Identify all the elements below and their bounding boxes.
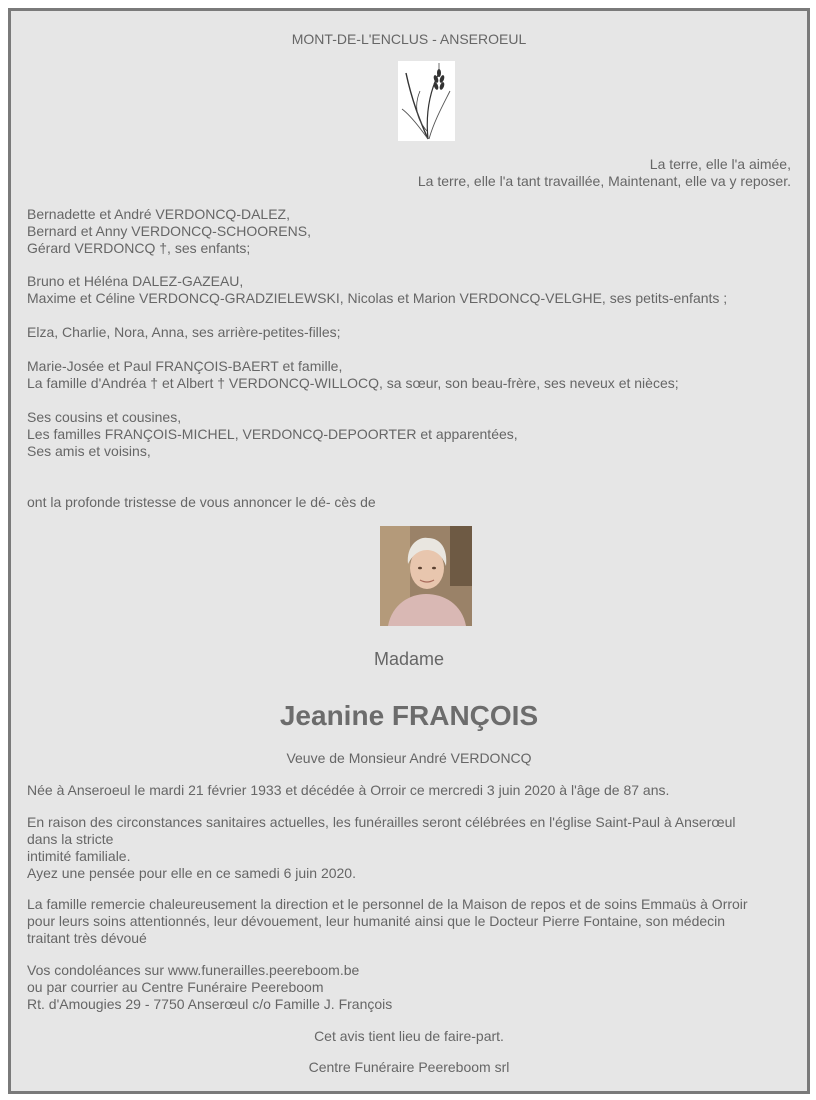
condolences-line: Vos condoléances sur www.funerailles.peereboom.be	[27, 962, 360, 978]
deceased-name: Jeanine FRANÇOIS	[279, 700, 539, 731]
funeral-line: En raison des circonstances sanitaires actuelles, les funérailles seront célébrées en l'église Saint-Paul à Anserœul	[27, 814, 736, 830]
condolences-line: ou par courrier au Centre Funéraire Peereboom	[27, 979, 324, 995]
family-line: Gérard VERDONCQ †, ses enfants;	[27, 240, 251, 256]
thanks-line: pour leurs soins attentionnés, leur dévouement, leur humanité ainsi que le Docteur Pierre Fontaine, son médecin	[27, 913, 726, 929]
funeral-line: dans la stricte	[27, 831, 114, 847]
thanks-line: traitant très dévoué	[27, 930, 147, 946]
footer-notice: Cet avis tient lieu de faire-part.	[314, 1028, 504, 1044]
family-line: Ses amis et voisins,	[27, 443, 151, 459]
family-line: Bernard et Anny VERDONCQ-SCHOORENS,	[27, 223, 311, 239]
poem-line-1: La terre, elle l'a aimée,	[649, 156, 791, 172]
family-line: Bruno et Héléna DALEZ-GAZEAU,	[27, 273, 244, 289]
portrait-photo	[380, 526, 472, 626]
siblings-list	[27, 358, 679, 392]
family-line: Maxime et Céline VERDONCQ-GRADZIELEWSKI, Nicolas et Marion VERDONCQ-VELGHE, ses petits-enfants ;	[27, 290, 728, 306]
family-line: Marie-Josée et Paul FRANÇOIS-BAERT et famille,	[27, 358, 343, 374]
funeral-line: intimité familiale.	[27, 848, 131, 864]
thanks-line: La famille remercie chaleureusement la direction et le personnel de la Maison de repos et de soins Emmaüs à Orroir	[27, 896, 748, 912]
family-line: Bernadette et André VERDONCQ-DALEZ,	[27, 206, 290, 222]
funeral-info	[27, 814, 735, 882]
announcement-text: ont la profonde tristesse de vous annoncer le dé- cès de	[27, 494, 376, 510]
funeral-line: Ayez une pensée pour elle en ce samedi 6 juin 2020.	[27, 865, 356, 881]
family-line: Ses cousins et cousines,	[27, 409, 182, 425]
condolences-line: Rt. d'Amougies 29 - 7750 Anserœul c/o Famille J. François	[27, 996, 393, 1012]
great-grandchildren-list	[27, 324, 341, 341]
children-list	[27, 206, 311, 257]
relatives-list	[27, 409, 518, 460]
grandchildren-list	[27, 273, 727, 307]
obituary-card	[8, 8, 810, 1094]
funeral-home-name: Centre Funéraire Peereboom srl	[308, 1059, 510, 1075]
thanks-text	[27, 896, 748, 947]
poem-line-2: La terre, elle l'a tant travaillée, Maintenant, elle va y reposer.	[417, 173, 791, 189]
family-line: La famille d'Andréa † et Albert † VERDONCQ-WILLOCQ, sa sœur, son beau-frère, ses neveux et nièces;	[27, 375, 679, 391]
condolences-info	[27, 962, 392, 1013]
family-line: Les familles FRANÇOIS-MICHEL, VERDONCQ-DEPOORTER et apparentées,	[27, 426, 518, 442]
birth-death-text: Née à Anseroeul le mardi 21 février 1933 et décédée à Orroir ce mercredi 3 juin 2020 à l'âge de 87 ans.	[27, 782, 670, 798]
wheat-stalk-icon	[398, 61, 455, 141]
widow-of: Veuve de Monsieur André VERDONCQ	[286, 750, 532, 766]
location-header: MONT-DE-L'ENCLUS - ANSEROEUL	[291, 31, 527, 47]
family-line: Elza, Charlie, Nora, Anna, ses arrière-petites-filles;	[27, 324, 341, 340]
deceased-title: Madame	[373, 649, 445, 669]
